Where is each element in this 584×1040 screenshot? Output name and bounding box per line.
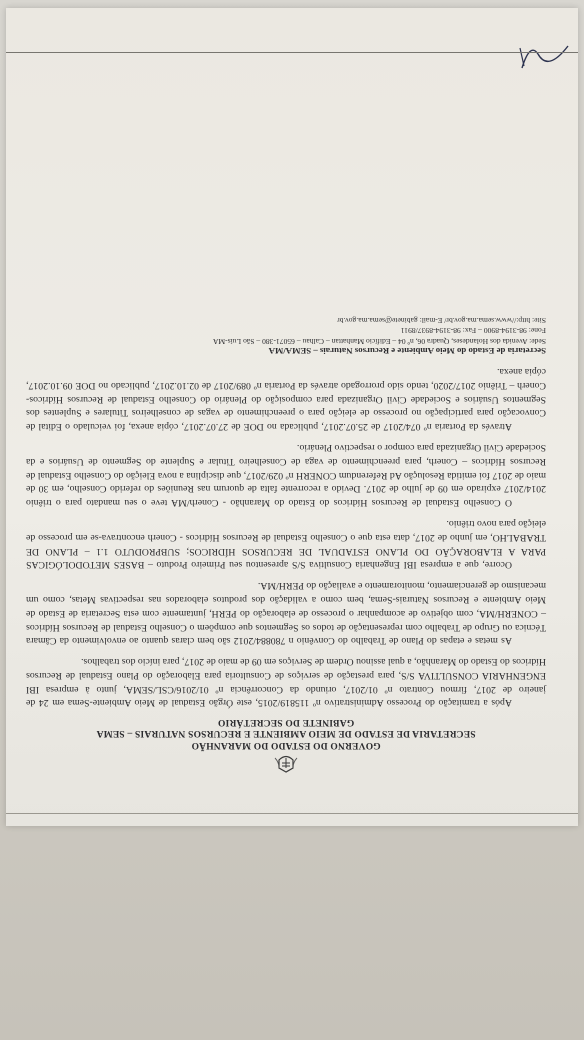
document-body (26, 364, 546, 709)
bottom-rule (6, 52, 578, 53)
secretaria-line: SECRETARIA DE ESTADO DE MEIO AMBIENTE E RECURSOS NATURAIS – SEMA (96, 728, 476, 739)
footer-site: Site: http://www.sema.ma.gov.br/ E-mail: gabinete@sema.ma.gov.br (337, 315, 546, 325)
footer-org: Secretaria de Estado do Meio Ambiente e Recursos Naturais – SEMA/MA (268, 346, 546, 357)
paragraph-contract: Após a tramitação do Processo Administrativo nº 115819/2015, este Órgão Estadual de Meio Ambiente-Sema em 24 de janeiro de 2017, firmou Contrato nº 01/2017, oriundo da Concorrência nº 01/2016/CSL/SEMA, junto à empresa IBI ENGENHARIA CONSULTIVA S/S, para prestação de serviços de Consultoria para Elaboração do Plano Estadual de Recursos Hídricos do Estado do Maranhão, a qual assinou Ordem de Serviços em 09 de maio de 2017, para início dos trabalhos. (26, 656, 546, 709)
top-rule (6, 813, 578, 814)
government-line: GOVERNO DO ESTADO DO MARANHÃO (191, 740, 381, 750)
paragraph-first-product: Ocorre, que a empresa IBI Engenharia Consultiva S/S apresentou seu Primeiro Produto – BASES METODOLÓGICAS PARA A ELABORAÇÃO DO PLANO ESTADUAL DE RECURSOS HÍDRICOS; SUBPRODUTO 1.1 – PLANO DE TRABALHO, em junho de 2017, data esta que o Conselho Estadual de Recursos Hídricos - Conerh encontrava-se em processo de eleição para novo triênio. (26, 517, 546, 571)
handwritten-mark-icon (438, 38, 578, 78)
paragraph-council-mandate: O Conselho Estadual de Recursos Hídricos do Estado do Maranhão - Conerh/MA teve o seu mandato para o triênio 2014/2017 expirado em 09 de julho de 2017. Devido a recorrente falta de quorum nas Reuniões do referido Conselho, em 30 de maio de 2017 foi emitida Resolução Ad Referendum CONERH nº 029/2017, que disciplina a nova Eleição do Conselho Estadual de Recursos Hídricos – Conerh, para preenchimento de vaga de Conselheiro Titular e Suplente do Segmento de Usuários e da Sociedade Civil Organizada para compor o respectivo Plenário. (26, 441, 546, 509)
document-footer (26, 314, 546, 356)
gabinete-line: GABINETE DO SECRETÁRIO (217, 717, 355, 727)
footer-phone: Fone: 98-3194-8900 – Fax: 98-3194-8937/8911 (400, 326, 546, 336)
paragraph-portaria: Através da Portaria nº 074/2017 de 25.07.2017, publicada no DOE de 27.07.2017, cópia anexa, foi veiculado o Edital de Convocação para participação no processo de eleição para o preenchimento de vagas de conselheiros Titulares e Suplentes dos Segmentos Usuários e Sociedade Civil Organizada para composição do Plenário do Conselho Estadual de Recursos Hídricos-Conerh – Triênio 2017/2020, tendo sido prorrogado através da Portaria nº 089/2017 de 02.10.2017, publicado no DOE 09.10.2017, cópia anexa. (26, 365, 546, 433)
footer-address: Sede: Avenida dos Holandeses, Quadra 06, nº 04 – Edifício Manhattan – Calhau – 65071-380 – São Luís-MA (212, 336, 546, 346)
document-content (26, 314, 546, 774)
document-page (6, 8, 578, 826)
paragraph-work-plan: As metas e etapas do Plano de Trabalho do Convênio n 780884/2012 são bem claras quanto ao envolvimento da Câmara Técnica ou Grupo de Trabalho com representação de todos os Segmentos que compõem o Conselho Estadual de Recursos Hídricos – CONERH/MA, com objetivo de acompanhar o processo de elaboração do PERH, juntamente com esta Secretaria de Estado de Meio Ambiente e Recursos Naturais-Sema, bem como a validação dos produtos elaborados nas respectivas Metas, como um mecanismo de gerenciamento, monitoramento e avaliação do PERH/MA. (26, 580, 546, 647)
state-crest-icon (26, 750, 546, 774)
document-header (26, 716, 546, 751)
